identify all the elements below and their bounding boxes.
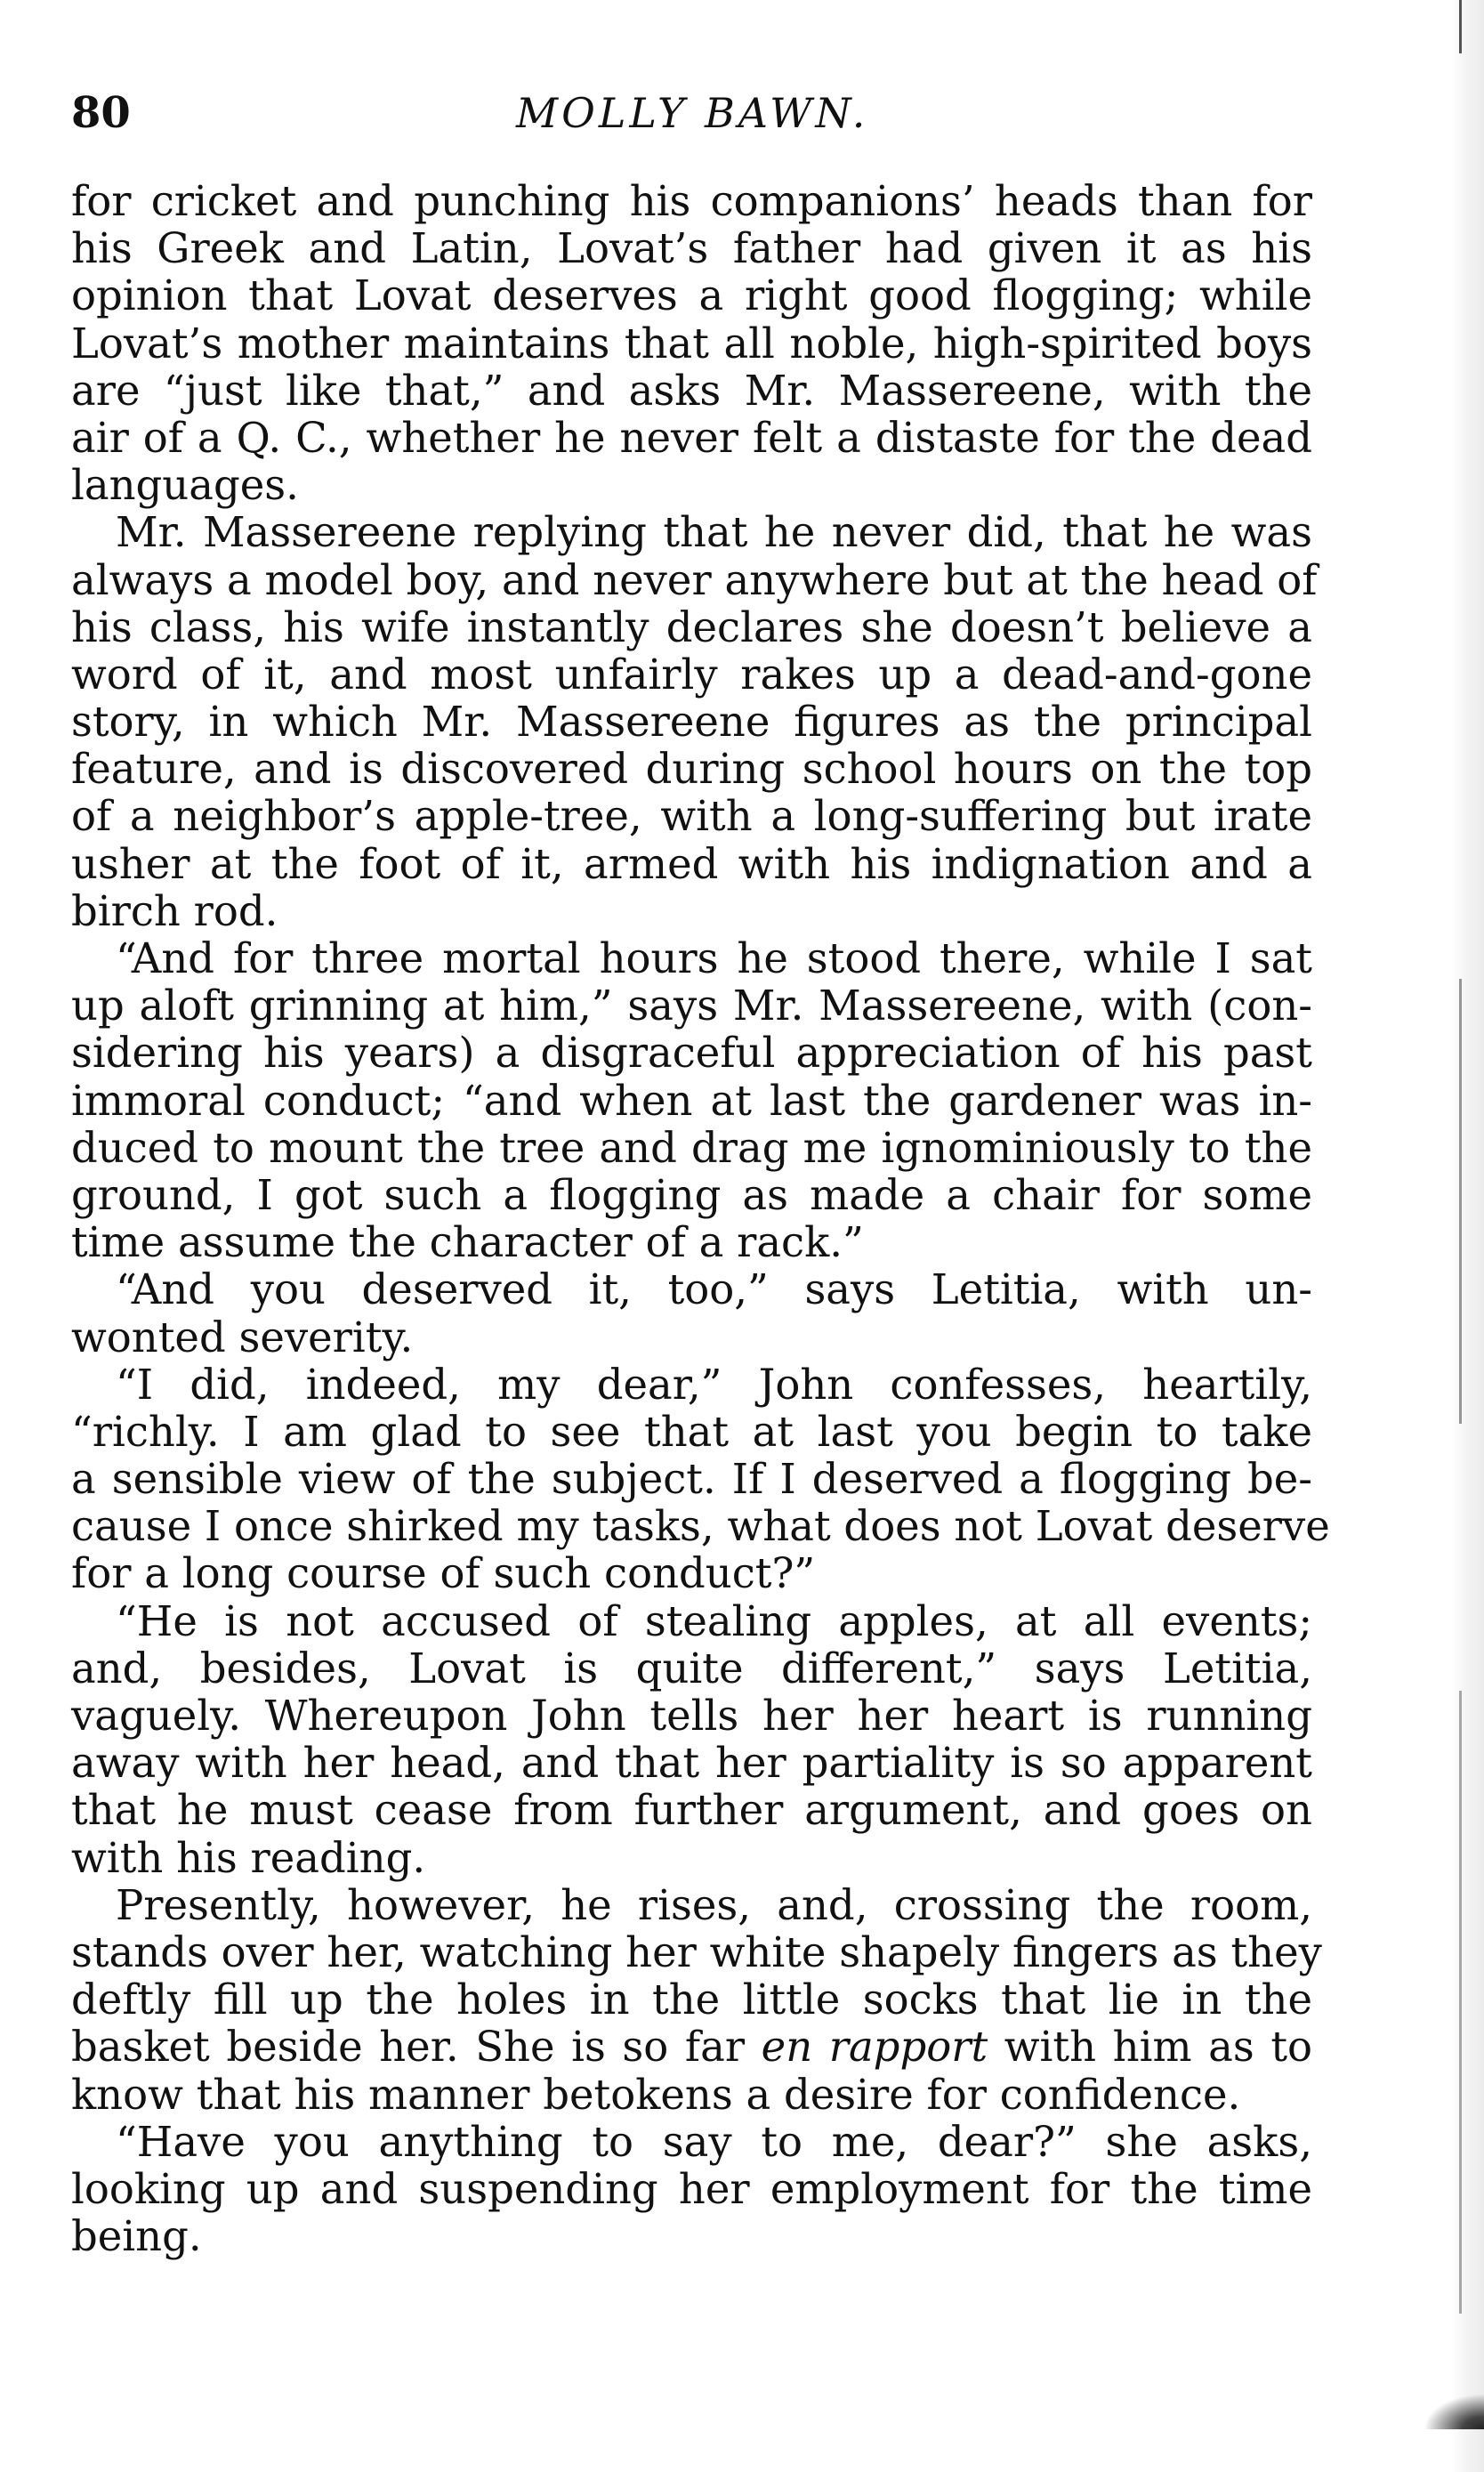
page-header: [71, 82, 1317, 144]
text-line: Presently, however, he rises, and, crossing the room,: [116, 1880, 1312, 1929]
text-line: “He is not accused of stealing apples, at all events;: [116, 1596, 1312, 1645]
text-line: his class, his wife instantly declares she doesn’t believe a: [71, 602, 1312, 651]
text-line: “And for three mortal hours he stood there, while I sat: [116, 934, 1312, 982]
text-line: “richly. I am glad to see that at last you begin to take: [71, 1407, 1312, 1456]
text-line: stands over her, watching her white shapely fingers as they: [71, 1927, 1322, 1976]
text-line: sidering his years) a disgraceful appreciation of his past: [71, 1029, 1312, 1078]
text-line: know that his manner betokens a desire for confidence.: [71, 2070, 1241, 2119]
text-line: air of a Q. C., whether he never felt a distaste for the dead: [71, 413, 1312, 462]
text-line: languages.: [71, 461, 299, 510]
text-line: opinion that Lovat deserves a right good flogging; while: [71, 271, 1312, 320]
text-line: with his reading.: [71, 1833, 426, 1882]
text-line: always a model boy, and never anywhere but at the head of: [71, 555, 1318, 604]
edge-mark: [1459, 0, 1462, 53]
text-line: cause I once shirked my tasks, what does not Lovat deserve: [71, 1502, 1330, 1551]
text-segment: basket beside her. She is so far: [71, 2023, 746, 2072]
page-curl: [1424, 2394, 1484, 2429]
text-line: time assume the character of a rack.”: [71, 1218, 864, 1267]
text-line: Lovat’s mother maintains that all noble, high-spirited boys: [71, 319, 1312, 368]
text-line: “Have you anything to say to me, dear?” she asks,: [116, 2117, 1312, 2166]
text-line: ground, I got such a flogging as made a chair for some: [71, 1170, 1312, 1219]
italic-phrase: en rapport: [761, 2023, 988, 2072]
text-line: looking up and suspending her employment for the time: [71, 2164, 1312, 2213]
text-line: away with her head, and that her partiality is so apparent: [71, 1739, 1312, 1788]
text-line: “I did, indeed, my dear,” John confesses, heartily,: [116, 1360, 1312, 1409]
text-line: vaguely. Whereupon John tells her her heart is running: [71, 1692, 1312, 1740]
text-line: that he must cease from further argument, and goes on: [71, 1786, 1312, 1835]
text-line: wonted severity.: [71, 1313, 414, 1361]
text-line: for a long course of such conduct?”: [71, 1549, 816, 1598]
text-line: story, in which Mr. Massereene figures as the principal: [71, 698, 1312, 747]
text-line: word of it, and most unfairly rakes up a dead-and-gone: [71, 650, 1312, 699]
text-line: birch rod.: [71, 886, 278, 935]
text-line: up aloft grinning at him,” says Mr. Massereene, with (con-: [71, 982, 1312, 1030]
text-line: are “just like that,” and asks Mr. Massereene, with the: [71, 366, 1312, 415]
text-line: immoral conduct; “and when at last the gardener was in-: [71, 1076, 1312, 1125]
text-line: deftly fill up the holes in the little socks that lie in the: [71, 1975, 1312, 2024]
edge-mark: [1459, 979, 1462, 1424]
text-line: feature, and is discovered during school hours on the top: [71, 745, 1312, 794]
text-line: duced to mount the tree and drag me ignominiously to the: [71, 1123, 1312, 1172]
running-title: MOLLY BAWN.: [516, 89, 869, 137]
body-text: [71, 177, 1330, 2261]
edge-mark: [1459, 1691, 1462, 2314]
text-line: [71, 2024, 1312, 2071]
text-line: being.: [71, 2212, 202, 2261]
text-line: usher at the foot of it, armed with his indignation and a: [71, 839, 1312, 888]
scan-page-edge: [1450, 0, 1484, 2472]
text-segment: with him as to: [1004, 2023, 1313, 2072]
text-line: a sensible view of the subject. If I deserved a flogging be-: [71, 1455, 1312, 1504]
page-number: 80: [71, 88, 131, 138]
text-line: “And you deserved it, too,” says Letitia, with un-: [116, 1265, 1312, 1314]
text-line: of a neighbor’s apple-tree, with a long-suffering but irate: [71, 792, 1312, 841]
text-line: Mr. Massereene replying that he never did, that he was: [116, 508, 1312, 557]
text-line: for cricket and punching his companions’ heads than for: [71, 177, 1312, 225]
text-line: and, besides, Lovat is quite different,” says Letitia,: [71, 1644, 1312, 1692]
text-line: his Greek and Latin, Lovat’s father had given it as his: [71, 224, 1312, 273]
